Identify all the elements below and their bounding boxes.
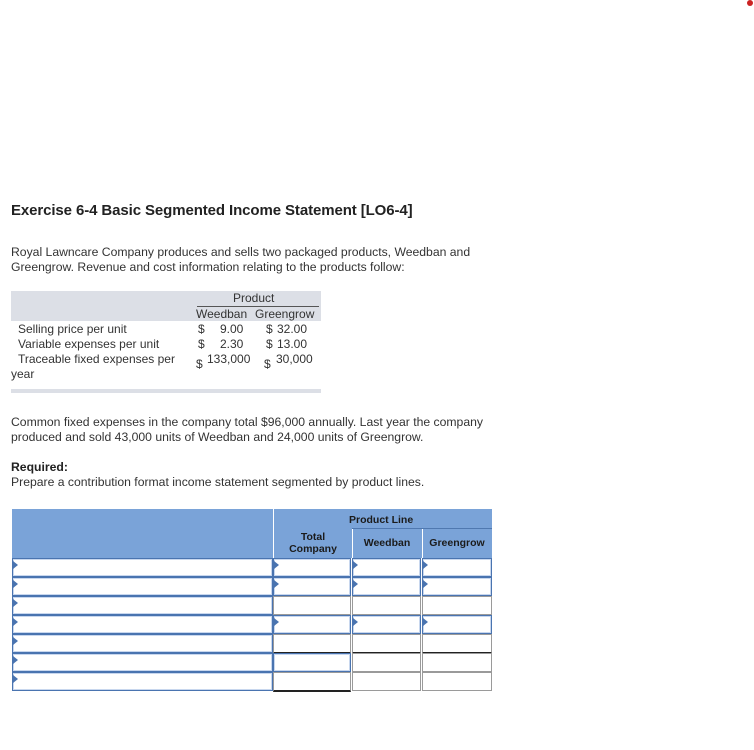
value-greengrow-fixed: 30,000 [276, 352, 313, 366]
total-header-line1: Total [300, 531, 326, 543]
weedban-input[interactable] [352, 653, 421, 672]
product-line-underline [352, 528, 492, 529]
input-marker-icon [423, 561, 428, 569]
value-greengrow-variable: 13.00 [277, 337, 308, 351]
table-row [12, 653, 492, 672]
greengrow-input[interactable] [422, 596, 492, 615]
total-company-input[interactable] [273, 615, 351, 634]
total-company-input[interactable] [273, 558, 351, 577]
grid-header-row-1 [12, 509, 492, 529]
common-fixed-paragraph: Common fixed expenses in the company total $96,000 annually. Last year the company produced and sold 43,000 units of Weedban and 24,000 units of Greengrow. [11, 415, 483, 444]
table-row [12, 558, 492, 577]
total-company-input[interactable] [273, 634, 351, 654]
table-row [12, 615, 492, 634]
line-item-dropdown[interactable] [12, 558, 273, 577]
required-label: Required: [11, 460, 68, 474]
product-data-table [11, 291, 321, 393]
input-marker-icon [274, 580, 279, 588]
line-item-dropdown[interactable] [12, 577, 273, 596]
table-row [12, 577, 492, 596]
table-row [12, 634, 492, 653]
page-title: Exercise 6-4 Basic Segmented Income Statement [LO6-4] [11, 202, 413, 219]
input-marker-icon [353, 561, 358, 569]
row-label-traceable-fixed-cont: year [11, 367, 35, 381]
line-item-dropdown[interactable] [12, 653, 273, 672]
value-greengrow-price: 32.00 [277, 322, 308, 336]
input-marker-icon [353, 618, 358, 626]
table-row [12, 596, 492, 615]
table-bottom-rule [11, 389, 321, 393]
weedban-input[interactable] [352, 672, 421, 691]
currency-sign: $ [266, 337, 273, 351]
weedban-input[interactable] [352, 577, 421, 596]
greengrow-header: Greengrow [429, 537, 485, 549]
row-label-selling-price: Selling price per unit [18, 322, 127, 336]
weedban-input[interactable] [352, 634, 421, 654]
input-marker-icon [423, 580, 428, 588]
greengrow-input[interactable] [422, 672, 492, 691]
weedban-input[interactable] [352, 615, 421, 634]
row-label-variable-expenses: Variable expenses per unit [18, 337, 160, 351]
greengrow-input[interactable] [422, 615, 492, 634]
dropdown-arrow-icon [13, 656, 18, 664]
line-item-dropdown[interactable] [12, 634, 273, 653]
total-company-input[interactable] [273, 672, 351, 692]
intro-paragraph: Royal Lawncare Company produces and sells two packaged products, Weedban and Greengrow. Revenue and cost information relating to the products follow: [11, 245, 471, 274]
weedban-input[interactable] [352, 558, 421, 577]
grid-divider [352, 529, 353, 558]
currency-sign: $ [196, 357, 203, 371]
value-weedban-fixed: 133,000 [207, 352, 251, 366]
currency-sign: $ [264, 357, 271, 371]
currency-sign: $ [198, 322, 205, 336]
required-text: Prepare a contribution format income statement segmented by product lines. [11, 475, 425, 489]
currency-sign: $ [266, 322, 273, 336]
dropdown-arrow-icon [13, 637, 18, 645]
greengrow-input[interactable] [422, 577, 492, 596]
input-marker-icon [423, 618, 428, 626]
greengrow-input[interactable] [422, 634, 492, 654]
grid-divider [422, 529, 423, 558]
dropdown-arrow-icon [13, 599, 18, 607]
weedban-header: Weedban [363, 537, 411, 549]
product-group-header: Product [233, 291, 275, 305]
line-item-dropdown[interactable] [12, 596, 273, 615]
value-weedban-price: 9.00 [220, 322, 244, 336]
input-marker-icon [274, 561, 279, 569]
table-row [12, 672, 492, 691]
currency-sign: $ [198, 337, 205, 351]
greengrow-input[interactable] [422, 653, 492, 672]
row-label-traceable-fixed: Traceable fixed expenses per [18, 352, 175, 366]
total-company-header [282, 531, 344, 555]
grid-divider [273, 509, 274, 558]
input-marker-icon [353, 580, 358, 588]
value-weedban-variable: 2.30 [220, 337, 244, 351]
weedban-input[interactable] [352, 596, 421, 615]
grid-header-row-2 [12, 529, 492, 558]
line-item-dropdown[interactable] [12, 672, 273, 691]
total-company-input[interactable] [273, 596, 351, 615]
greengrow-input[interactable] [422, 558, 492, 577]
total-company-input[interactable] [273, 577, 351, 596]
input-marker-icon [274, 618, 279, 626]
dropdown-arrow-icon [13, 675, 18, 683]
total-header-line2: Company [289, 543, 337, 555]
col-header-weedban: Weedban [196, 307, 248, 321]
col-header-greengrow: Greengrow [255, 307, 315, 321]
status-dot [747, 0, 753, 6]
line-item-dropdown[interactable] [12, 615, 273, 634]
dropdown-arrow-icon [13, 561, 18, 569]
dropdown-arrow-icon [13, 580, 18, 588]
product-line-header: Product Line [349, 514, 414, 526]
dropdown-arrow-icon [13, 618, 18, 626]
total-company-input[interactable] [273, 653, 351, 672]
